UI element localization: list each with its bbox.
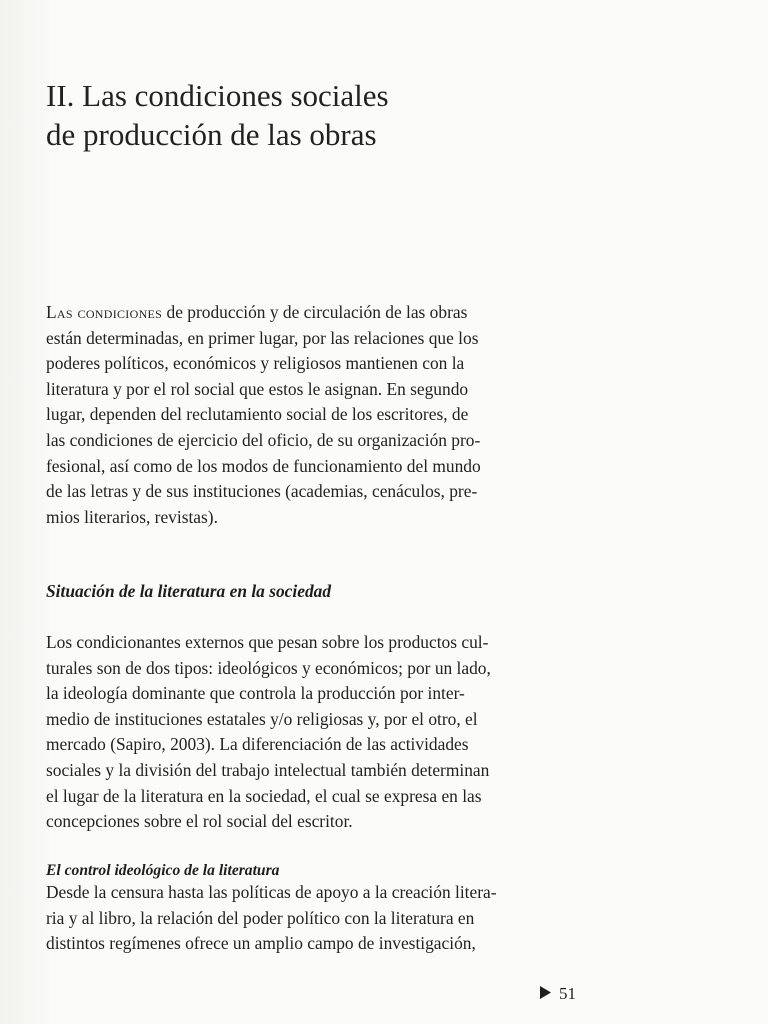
text-line: medio de instituciones estatales y/o religiosas y, por el otro, el bbox=[46, 708, 478, 729]
text-line: distintos regímenes ofrece un amplio campo de investigación, bbox=[46, 933, 476, 954]
section-heading: Situación de la literatura en la sociedad bbox=[46, 581, 332, 601]
text-line: fesional, así como de los modos de funcionamiento del mundo bbox=[46, 455, 481, 476]
text-line-rest: de producción y de circulación de las obras bbox=[162, 302, 468, 322]
subsection-heading: El control ideológico de la literatura bbox=[46, 862, 280, 879]
chapter-title bbox=[46, 76, 389, 154]
text-line: concepciones sobre el rol social del escritor. bbox=[46, 811, 353, 832]
text-line: de las letras y de sus instituciones (academias, cenáculos, pre- bbox=[46, 481, 478, 502]
text-line: ria y al libro, la relación del poder político con la literatura en bbox=[46, 907, 475, 928]
chapter-title-line: de producción de las obras bbox=[46, 117, 377, 152]
text-line: literatura y por el rol social que estos le asignan. En segundo bbox=[46, 378, 469, 399]
text-line: la ideología dominante que controla la producción por inter- bbox=[46, 683, 465, 704]
text-line: mercado (Sapiro, 2003). La diferenciación de las actividades bbox=[46, 734, 469, 755]
page-footer bbox=[540, 984, 576, 1004]
play-arrow-icon bbox=[540, 986, 551, 1003]
text-line: están determinadas, en primer lugar, por las relaciones que los bbox=[46, 327, 479, 348]
chapter-title-line: II. Las condiciones sociales bbox=[46, 78, 389, 113]
text-line: Los condicionantes externos que pesan sobre los productos cul- bbox=[46, 632, 489, 652]
page-number: 51 bbox=[559, 984, 576, 1003]
text-line: poderes políticos, económicos y religiosos mantienen con la bbox=[46, 353, 465, 374]
lead-smallcaps: Las condiciones bbox=[46, 302, 163, 322]
text-line: sociales y la división del trabajo intelectual también determinan bbox=[46, 759, 490, 780]
text-line: el lugar de la literatura en la sociedad, el cual se expresa en las bbox=[46, 785, 482, 806]
subsection-paragraph bbox=[46, 880, 566, 957]
text-line: turales son de dos tipos: ideológicos y económicos; por un lado, bbox=[46, 657, 491, 678]
intro-paragraph bbox=[46, 300, 566, 530]
text-line: mios literarios, revistas). bbox=[46, 506, 218, 527]
text-line: Desde la censura hasta las políticas de apoyo a la creación litera- bbox=[46, 882, 497, 902]
text-line: las condiciones de ejercicio del oficio, de su organización pro- bbox=[46, 429, 481, 450]
section-paragraph bbox=[46, 630, 566, 835]
text-line bbox=[46, 300, 566, 326]
text-line: lugar, dependen del reclutamiento social de los escritores, de bbox=[46, 404, 469, 425]
